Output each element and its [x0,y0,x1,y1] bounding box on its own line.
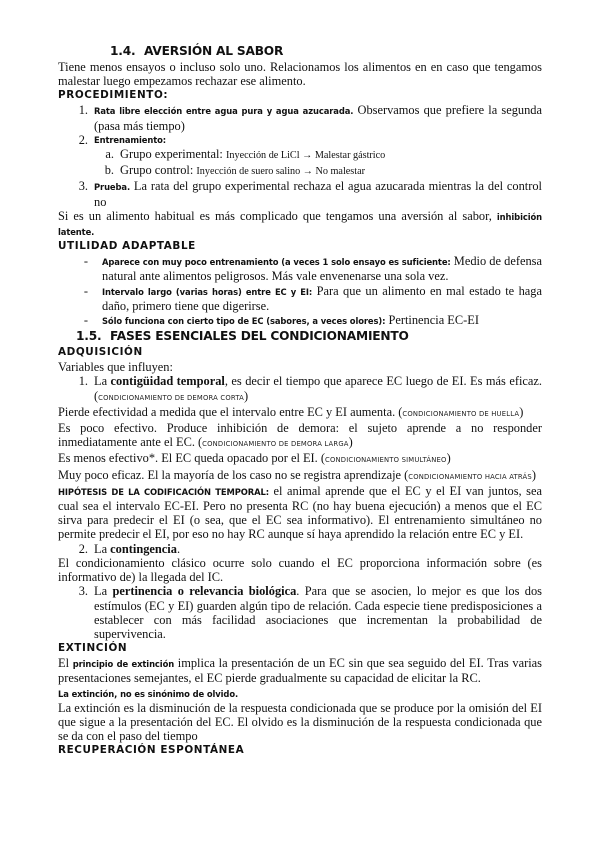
list-item: 2. La contingencia. [78,541,181,556]
list-item: - Intervalo largo (varias horas) entre EC y EI: Para que un alimento en mal estado te haga daño, primero tiene que digerirse. [83,283,543,313]
paragraph: El principio de extinción implica la presentación de un EC sin que sea seguido del EI. Tras varias presentaciones semejantes, el EC pierde gradualmente su capacidad de elicitar la RC. [58,656,542,686]
list-item: 3. Prueba. La rata del grupo experimental rechaza el agua azucarada mientras la del control no [78,179,542,209]
paragraph: El condicionamiento clásico ocurre solo cuando el EC proporciona información sobre (es informativo de) la llegada del IC. [58,555,542,585]
procedimiento-heading: PROCEDIMIENTO: [58,89,169,102]
habitual-paragraph: Si es un alimento habitual es más complicado que tengamos una aversión al sabor, inhibición latente. [58,208,542,238]
paragraph: Es menos efectivo*. El EC queda opacado por el EI. (CONDICIONAMIENTO SIMULTÁNEO) [58,451,451,466]
list-item: 2. Entrenamiento: [78,132,167,147]
list-item: 1. La contigüidad temporal, es decir el tiempo que aparece EC luego de EI. Es más eficaz. (CONDICIONAMIENTO DE DEMORA CORTA) [78,374,542,403]
list-item: a. Grupo experimental: Inyección de LiCl → Malestar gástrico [105,147,386,162]
intro-paragraph: Tiene menos ensayos o incluso solo uno. Relacionamos los alimentos en en caso que tengamos malestar luego empezamos rechazar ese alimento. [58,60,542,89]
utilidad-heading: UTILIDAD ADAPTABLE [58,240,196,253]
paragraph: Pierde efectividad a medida que el intervalo entre EC y EI aumenta. (CONDICIONAMIENTO DE HUELLA) [58,404,524,419]
utilidad-list [58,254,542,328]
list-item: - Aparece con muy poco entrenamiento (a veces 1 solo ensayo es suficiente: Medio de defensa natural ante alimentos peligrosos. Más vale envenenarse una sola vez. [83,254,542,284]
variables-line: Variables que influyen: [58,360,173,375]
recuperacion-heading: RECUPERACIÓN ESPONTÁNEA [58,744,245,757]
extincion-heading: EXTINCIÓN [58,642,128,655]
procedimiento-list [58,103,542,208]
list-item: 1. Rata libre elección entre agua pura y agua azucarada. Observamos que prefiere la segunda (pasa más tiempo) [78,103,542,133]
document-content [58,43,542,758]
list-item: b. Grupo control: Inyección de suero salino → No malestar [104,163,366,178]
list-item: 3. La pertinencia o relevancia biológica. Para que se asocien, lo mejor es que los dos estímulos (EC y EI) guarden algún tipo de relación. Cada especie tiene predisposiciones a establecer con más facilidad asociaciones que incrementan la probabilidad de supervivencia. [78,584,542,641]
paragraph: Es poco efectivo. Produce inhibición de demora: el sujeto aprende a no responder inmediatamente ante el EC. (CONDICIONAMIENTO DE DEMORA LARGA) [58,421,542,450]
adquisicion-heading: ADQUISICIÓN [58,346,143,359]
paragraph: La extinción es la disminución de la respuesta condicionada que se produce por la omisión del EI que sigue a la presentación del EC. El olvido es la disminución de la respuesta condicionada que se da con el paso del tiempo [58,700,542,744]
paragraph: Muy poco eficaz. El la mayoría de los caso no se registra aprendizaje (CONDICIONAMIENTO HACIA ATRÁS) [58,467,537,482]
section-heading-1-5: 1.5. FASES ESENCIALES DEL CONDICIONAMIENTO [76,329,409,344]
list-item: - Sólo funciona con cierto tipo de EC (sabores, a veces olores): Pertinencia EC-EI [83,313,479,328]
paragraph: HIPÓTESIS DE LA CODIFICACIÓN TEMPORAL: el animal aprende que el EC y el EI van juntos, sea cual sea el intervalo EC-EI. Pero no presenta RC (no hay buena ejecución) a menos que el EC sirva para predecir el EI (o sea, que el EC sea informativo). El entrenamiento simultáneo no permite predecir el EI, por eso no hay RC aunque sí haya aprendido la relación entre EC y EI. [58,483,542,542]
extincion-note: La extinción, no es sinónimo de olvido. [58,688,239,699]
section-heading-1-4: 1.4. AVERSIÓN AL SABOR [110,44,284,58]
